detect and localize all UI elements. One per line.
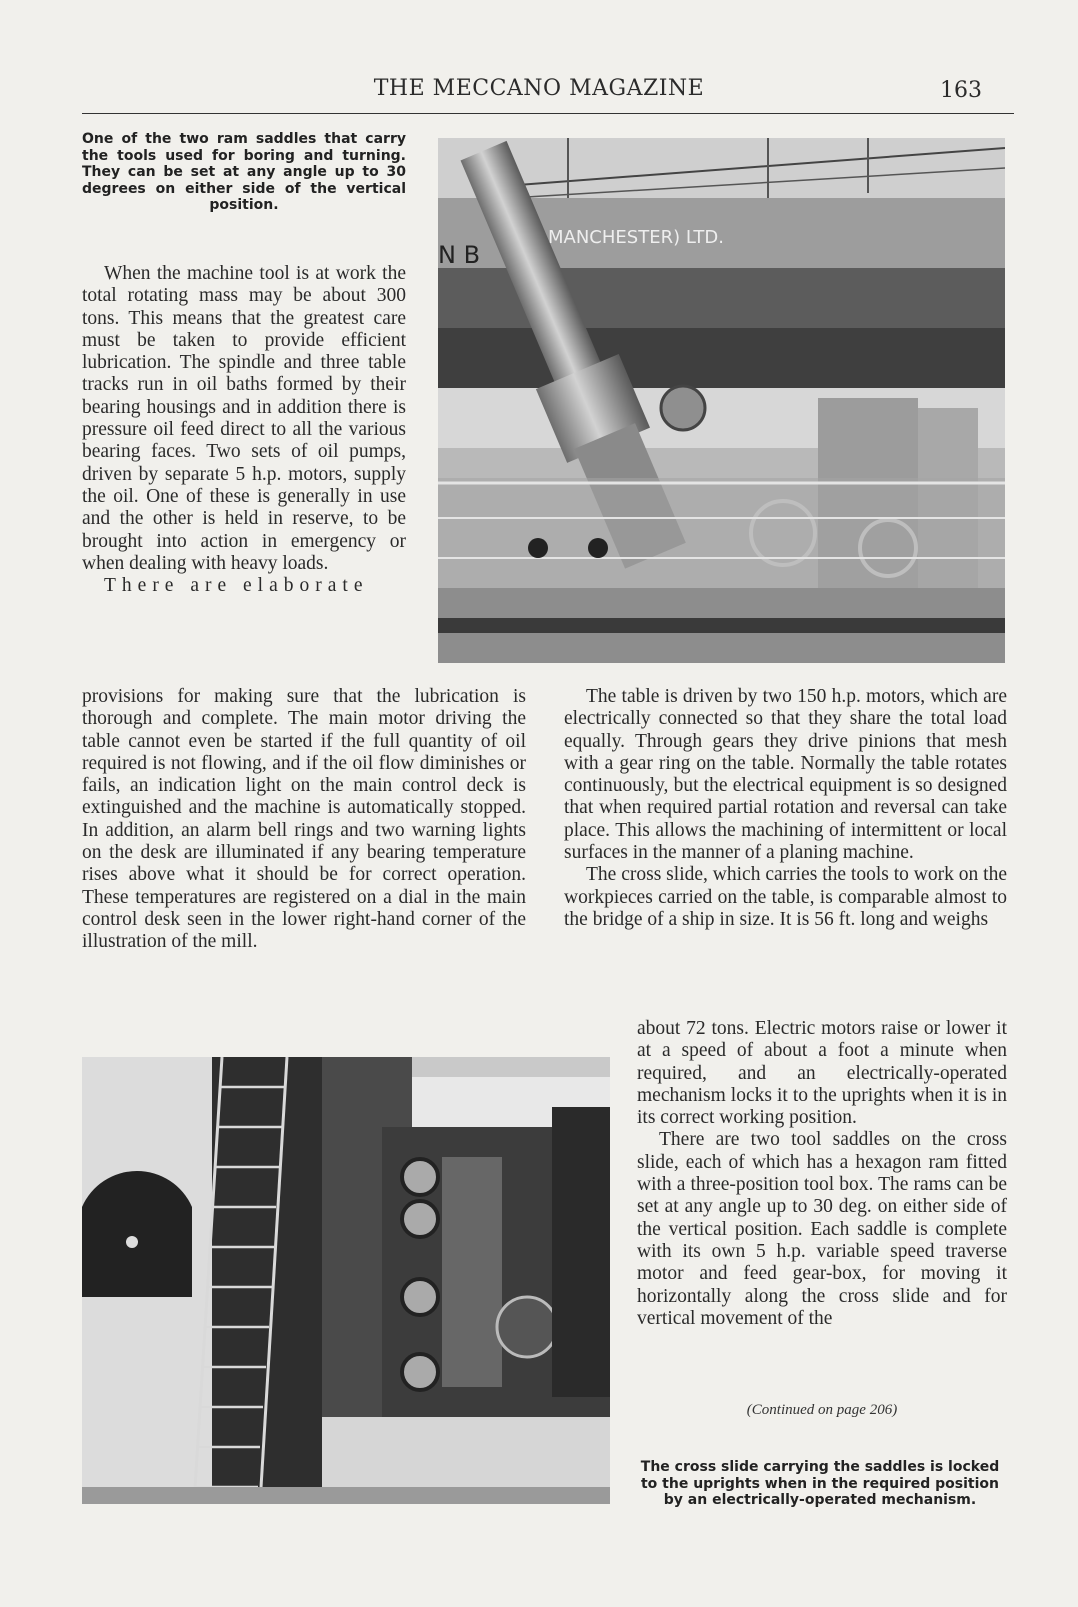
paragraph-weight: about 72 tons. Electric motors raise or lower it at a speed of about a foot a minute when required, and an electrically-operated mechanism locks it to the uprights when it is in its correct working position.	[637, 1018, 1007, 1129]
paragraph-tool-saddles: There are two tool saddles on the cross slide, each of which has a hexagon ram fitted with a three-position tool box. The rams can be set at any angle up to 30 deg. on either side of the vertical position. Each saddle is complete with its own 5 h.p. variable speed traverse motor and feed gear-box, for moving it horizontally along the cross slide and for vertical movement of the	[637, 1129, 1007, 1329]
body-column-right-wide	[564, 686, 1007, 931]
page-number: 163	[940, 78, 982, 103]
photo-caption-top: One of the two ram saddles that carry the tools used for boring and turning. They can be set at any angle up to 30 degrees on either side of the vertical position.	[82, 131, 406, 213]
paragraph-provisions-start: There are elaborate	[104, 575, 369, 597]
photo-cross-slide	[82, 1057, 610, 1504]
continued-note: (Continued on page 206)	[746, 1402, 898, 1418]
body-column-right-narrow	[637, 1018, 1007, 1330]
photo-caption-bottom: The cross slide carrying the saddles is locked to the uprights when in the required position by an electrically-operated mechanism.	[640, 1459, 1000, 1508]
cross-slide-image	[82, 1057, 610, 1504]
header-rule	[82, 113, 1014, 114]
photo-ram-saddle	[438, 138, 1005, 663]
paragraph-lubrication: When the machine tool is at work the total rotating mass may be about 300 tons. This means that the greatest care must be taken to provide efficient lubrication. The spindle and three table tracks run in oil baths formed by their bearing housings and in addition there is pressure oil feed direct to all the various bearing faces. Two sets of oil pumps, driven by separate 5 h.p. motors, supply the oil. One of these is generally in use and the other is held in reserve, to be brought into action in emergency or when dealing with heavy loads.	[82, 263, 406, 574]
paragraph-table-drive: The table is driven by two 150 h.p. motors, which are electrically connected so that they share the total load equally. Through gears they drive pinions that mesh with a gear ring on the table. Normally the table rotates continuously, but the electrical equipment is so designed that when required partial rotation and reversal can take place. This allows the machining of intermittent or local surfaces in the manner of a planing machine.	[564, 686, 1007, 864]
body-column-left-wide	[82, 686, 526, 954]
paragraph-provisions: provisions for making sure that the lubrication is thorough and complete. The main motor driving the table cannot even be started if the full quantity of oil required is not flowing, and if the oil flow diminishes or fails, an indication light on the main control deck is extinguished and the machine is automatically stopped. In addition, an alarm bell rings and two warning lights on the desk are illuminated if any bearing temperature rises above what it should be for correct operation. These temperatures are registered on a dial in the main control desk seen in the lower right-hand corner of the illustration of the mill.	[82, 686, 526, 953]
sign-text-right: MANCHESTER) LTD.	[548, 227, 724, 248]
page-header-title: THE MECCANO MAGAZINE	[373, 76, 705, 101]
body-column-left-narrow	[82, 263, 406, 597]
paragraph-cross-slide: The cross slide, which carries the tools to work on the workpieces carried on the table, is comparable almost to the bridge of a ship in size. It is 56 ft. long and weighs	[564, 864, 1007, 930]
ram-saddle-image	[438, 138, 1005, 663]
sign-text-left: N B	[438, 241, 481, 269]
